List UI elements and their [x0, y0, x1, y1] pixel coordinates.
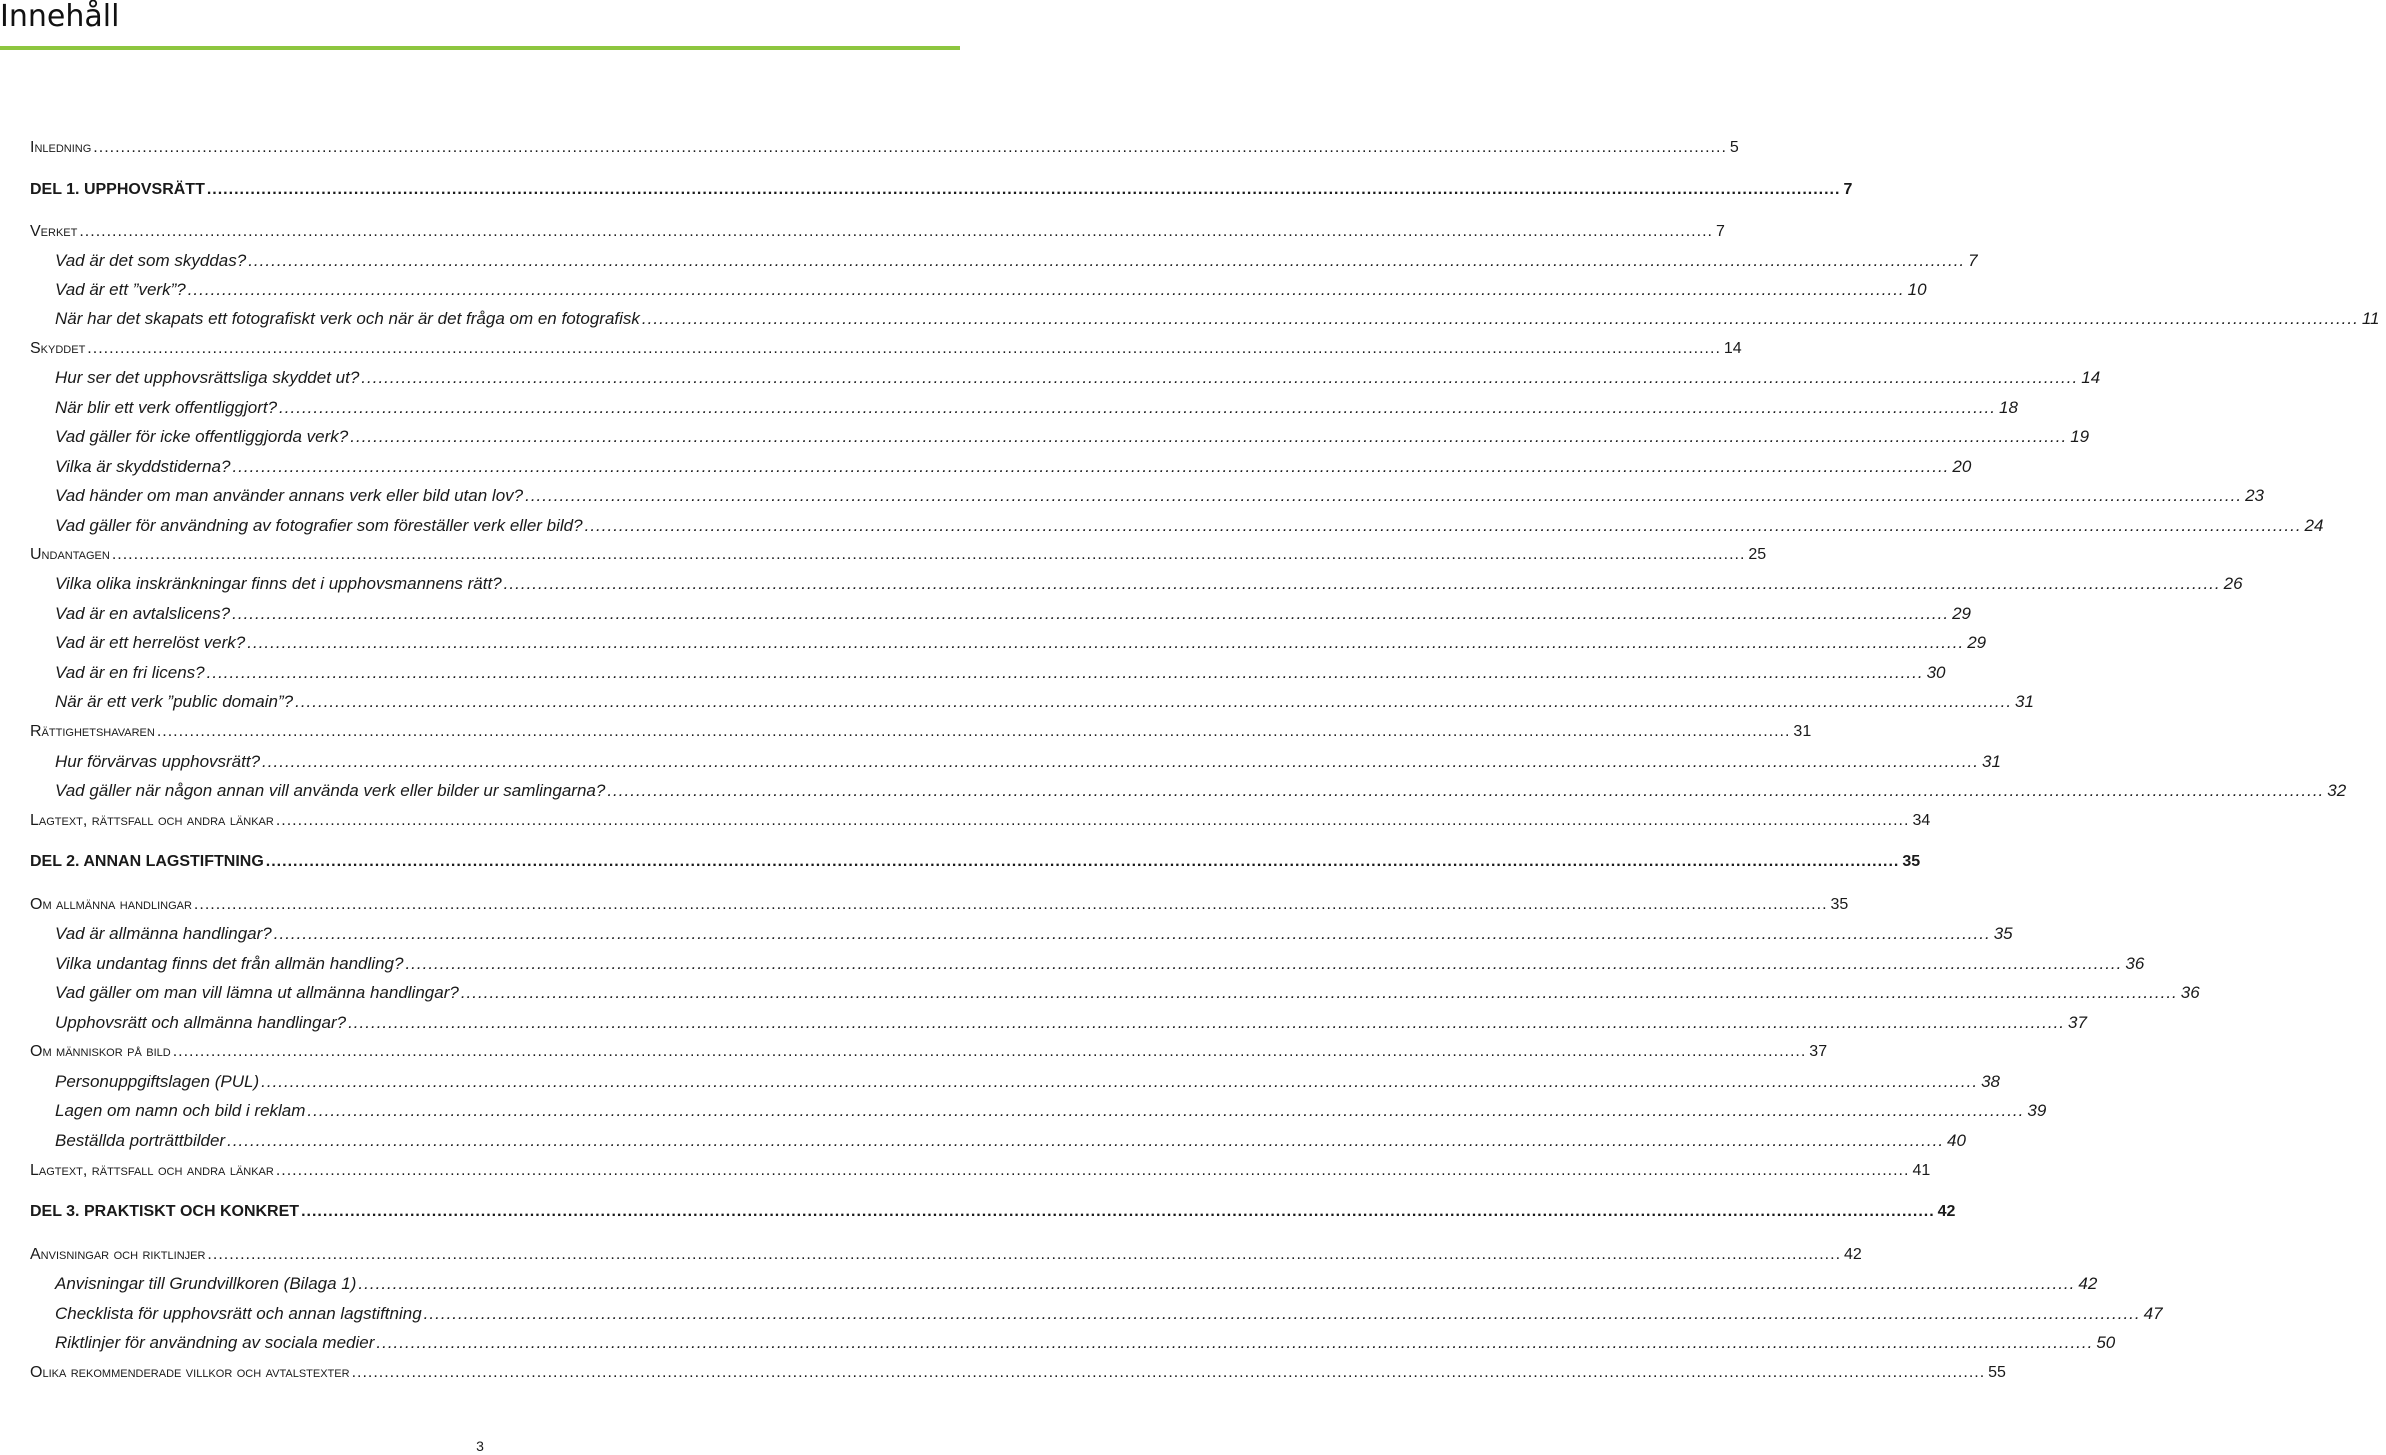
- toc-page-number: 20: [1952, 457, 1972, 476]
- toc-page-number: 5: [1729, 139, 1739, 156]
- toc-leader-dots: ............................................................................................................................................................................................................................................................................................................: [423, 1304, 2141, 1323]
- toc-leader-dots: ............................................................................................................................................................................................................................................................................................................: [460, 983, 2178, 1002]
- toc-page-number: 36: [2125, 954, 2145, 973]
- toc-subsection[interactable]: [0, 1070, 2000, 1094]
- toc-label: Om allmänna handlingar: [30, 896, 192, 913]
- toc-label: Personuppgiftslagen (PUL): [55, 1072, 260, 1091]
- toc-part[interactable]: [0, 850, 1921, 874]
- toc-section[interactable]: [0, 543, 1767, 567]
- toc-leader-dots: ............................................................................................................................................................................................................................................................................................................: [358, 1274, 2076, 1293]
- toc-label: Anvisningar och riktlinjer: [30, 1246, 206, 1263]
- toc-label: Vad är allmänna handlingar?: [55, 924, 272, 943]
- toc-label: Vad är ett herrelöst verk?: [55, 633, 246, 652]
- toc-leader-dots: ............................................................................................................................................................................................................................................................................................................: [87, 340, 1721, 357]
- toc-page-number: 25: [1748, 546, 1767, 563]
- toc-page-number: 50: [2096, 1333, 2116, 1352]
- toc-leader-dots: ............................................................................................................................................................................................................................................................................................................: [350, 427, 2068, 446]
- toc-page-number: 55: [1988, 1364, 2006, 1381]
- toc-label: Rättighetshavaren: [30, 723, 155, 740]
- toc-page-number: 7: [1843, 181, 1853, 198]
- toc-section[interactable]: [0, 1243, 1862, 1267]
- toc-page-number: 42: [1937, 1203, 1956, 1220]
- toc-label: Vad är en fri licens?: [55, 663, 205, 682]
- toc-label: DEL 2. ANNAN LAGSTIFTNING: [30, 853, 264, 870]
- toc-label: Lagtext, rättsfall och andra länkar: [30, 1162, 274, 1179]
- toc-section[interactable]: [0, 337, 1742, 361]
- toc-label: Vilka är skyddstiderna?: [55, 457, 231, 476]
- toc-page-number: 23: [2245, 486, 2264, 505]
- toc-subsection[interactable]: [0, 750, 2001, 774]
- toc-subsection[interactable]: [0, 981, 2200, 1005]
- toc-leader-dots: ............................................................................................................................................................................................................................................................................................................: [227, 1131, 1945, 1150]
- toc-leader-dots: ............................................................................................................................................................................................................................................................................................................: [187, 280, 1905, 299]
- toc-page-number: 14: [1723, 340, 1742, 357]
- toc-label: Vad gäller för icke offentliggjorda verk?: [55, 427, 349, 446]
- toc-subsection[interactable]: [0, 690, 2034, 714]
- toc-label: Beställda porträttbilder: [55, 1131, 226, 1150]
- toc-label: När blir ett verk offentliggjort?: [55, 398, 278, 417]
- toc-leader-dots: ............................................................................................................................................................................................................................................................................................................: [607, 781, 2325, 800]
- toc-page-number: 37: [1809, 1043, 1828, 1060]
- toc-page-number: 31: [1793, 723, 1812, 740]
- toc-label: DEL 1. UPPHOVSRÄTT: [30, 181, 205, 198]
- toc-leader-dots: ............................................................................................................................................................................................................................................................................................................: [405, 954, 2123, 973]
- toc-label: Vad är det som skyddas?: [55, 251, 247, 270]
- toc-leader-dots: ............................................................................................................................................................................................................................................................................................................: [156, 723, 1791, 740]
- toc-leader-dots: ............................................................................................................................................................................................................................................................................................................: [247, 633, 1965, 652]
- toc-label: Vad är ett ”verk”?: [55, 280, 186, 299]
- toc-label: Hur ser det upphovsrättsliga skyddet ut?: [55, 368, 360, 387]
- toc-page-number: 19: [2070, 427, 2090, 446]
- toc-section[interactable]: [0, 220, 1725, 244]
- toc-section[interactable]: [0, 1361, 2006, 1385]
- toc-page-number: 47: [2143, 1304, 2163, 1323]
- toc-label: Hur förvärvas upphovsrätt?: [55, 752, 261, 771]
- toc-subsection[interactable]: [0, 602, 1972, 626]
- toc-label: Riktlinjer för användning av sociala medier: [55, 1333, 375, 1352]
- toc-leader-dots: ............................................................................................................................................................................................................................................................................................................: [207, 1246, 1842, 1263]
- toc-subsection[interactable]: [0, 631, 1987, 655]
- toc-page-number: 10: [1907, 280, 1927, 299]
- toc-label: Anvisningar till Grundvillkoren (Bilaga 1): [55, 1274, 357, 1293]
- toc-leader-dots: ............................................................................................................................................................................................................................................................................................................: [376, 1333, 2094, 1352]
- toc-page-number: 38: [1981, 1072, 2000, 1091]
- toc-page-number: 11: [2361, 309, 2380, 328]
- toc-leader-dots: ............................................................................................................................................................................................................................................................................................................: [279, 398, 1996, 417]
- toc-page-number: 31: [1982, 752, 2001, 771]
- toc-subsection[interactable]: [0, 484, 2264, 508]
- toc-label: Checklista för upphovsrätt och annan lagstiftning: [55, 1304, 422, 1323]
- toc-label: När är ett verk ”public domain”?: [55, 692, 294, 711]
- toc-subsection[interactable]: [0, 278, 1927, 302]
- toc-label: Vilka undantag finns det från allmän handling?: [55, 954, 404, 973]
- toc-page-number: 29: [1967, 633, 1987, 652]
- toc-label: Vad gäller när någon annan vill använda verk eller bilder ur samlingarna?: [55, 781, 606, 800]
- toc-page-number: 35: [1993, 924, 2013, 943]
- toc-part[interactable]: [0, 1200, 1956, 1224]
- toc-label: Verket: [30, 223, 78, 240]
- toc-page-number: 32: [2327, 781, 2347, 800]
- toc-subsection[interactable]: [0, 1129, 1966, 1153]
- toc-label: Lagen om namn och bild i reklam: [55, 1101, 306, 1120]
- toc-page-number: 31: [2015, 692, 2034, 711]
- toc-subsection[interactable]: [0, 425, 2090, 449]
- toc-page-number: 14: [2081, 368, 2101, 387]
- toc-leader-dots: ............................................................................................................................................................................................................................................................................................................: [232, 604, 1950, 623]
- toc-section[interactable]: [0, 136, 1739, 160]
- toc-page-number: 7: [1715, 223, 1725, 240]
- toc-leader-dots: ............................................................................................................................................................................................................................................................................................................: [261, 1072, 1979, 1091]
- toc-leader-dots: ............................................................................................................................................................................................................................................................................................................: [262, 752, 1979, 771]
- toc-page-number: 18: [1999, 398, 2018, 417]
- toc-label: Lagtext, rättsfall och andra länkar: [30, 812, 274, 829]
- toc-subsection[interactable]: [0, 952, 2145, 976]
- toc-page-number: 41: [1912, 1162, 1931, 1179]
- toc-leader-dots: ............................................................................................................................................................................................................................................................................................................: [111, 546, 1746, 563]
- toc-label: Vad gäller för användning av fotografier som föreställer verk eller bild?: [55, 516, 583, 535]
- toc-page-number: 24: [2304, 516, 2324, 535]
- toc-page-number: 34: [1912, 812, 1931, 829]
- toc-leader-dots: ............................................................................................................................................................................................................................................................................................................: [275, 1162, 1910, 1179]
- toc-leader-dots: ............................................................................................................................................................................................................................................................................................................: [503, 574, 2221, 593]
- toc-section[interactable]: [0, 1040, 1828, 1064]
- toc-leader-dots: ............................................................................................................................................................................................................................................................................................................: [351, 1364, 1986, 1381]
- toc-section[interactable]: [0, 720, 1812, 744]
- toc-subsection[interactable]: [0, 1331, 2116, 1355]
- toc-subsection[interactable]: [0, 514, 2324, 538]
- toc-label: Om människor på bild: [30, 1043, 171, 1060]
- toc-label: Vad händer om man använder annans verk eller bild utan lov?: [55, 486, 524, 505]
- toc-section[interactable]: [0, 809, 1931, 833]
- toc-label: Vad är en avtalslicens?: [55, 604, 231, 623]
- toc-leader-dots: ............................................................................................................................................................................................................................................................................................................: [361, 368, 2079, 387]
- toc-page-number: 7: [1968, 251, 1978, 270]
- toc-page-number: 42: [2078, 1274, 2098, 1293]
- toc-subsection[interactable]: [0, 779, 2347, 803]
- toc-leader-dots: ............................................................................................................................................................................................................................................................................................................: [93, 139, 1727, 156]
- toc-part[interactable]: [0, 178, 1853, 202]
- toc-subsection[interactable]: [0, 307, 2380, 331]
- toc-leader-dots: ............................................................................................................................................................................................................................................................................................................: [273, 924, 1991, 943]
- toc-label: DEL 3. PRAKTISKT OCH KONKRET: [30, 1203, 300, 1220]
- toc-leader-dots: ............................................................................................................................................................................................................................................................................................................: [206, 181, 1841, 198]
- toc-page-number: 30: [1926, 663, 1946, 682]
- toc-subsection[interactable]: [0, 249, 1978, 273]
- toc-page-number: 29: [1952, 604, 1972, 623]
- toc-subsection[interactable]: [0, 1011, 2087, 1035]
- toc-page-number: 36: [2180, 983, 2200, 1002]
- toc-leader-dots: ............................................................................................................................................................................................................................................................................................................: [193, 896, 1828, 913]
- toc-label: Inledning: [30, 139, 92, 156]
- toc-leader-dots: ............................................................................................................................................................................................................................................................................................................: [348, 1013, 2066, 1032]
- toc-leader-dots: ............................................................................................................................................................................................................................................................................................................: [584, 516, 2302, 535]
- toc-leader-dots: ............................................................................................................................................................................................................................................................................................................: [79, 223, 1713, 240]
- page-title: Innehåll: [0, 0, 120, 34]
- toc-subsection[interactable]: [0, 1272, 2098, 1296]
- toc-label: Olika rekommenderade villkor och avtalstexter: [30, 1364, 350, 1381]
- toc-subsection[interactable]: [0, 1099, 2047, 1123]
- toc-label: Upphovsrätt och allmänna handlingar?: [55, 1013, 347, 1032]
- toc-leader-dots: ............................................................................................................................................................................................................................................................................................................: [295, 692, 2013, 711]
- toc-section[interactable]: [0, 1159, 1931, 1183]
- toc-leader-dots: ............................................................................................................................................................................................................................................................................................................: [275, 812, 1910, 829]
- toc-page-number: 40: [1947, 1131, 1966, 1150]
- toc-label: Skyddet: [30, 340, 86, 357]
- toc-page-number: 26: [2223, 574, 2243, 593]
- toc-leader-dots: ............................................................................................................................................................................................................................................................................................................: [206, 663, 1924, 682]
- toc-leader-dots: ............................................................................................................................................................................................................................................................................................................: [232, 457, 1950, 476]
- toc-subsection[interactable]: [0, 455, 1972, 479]
- toc-page-number: 37: [2068, 1013, 2087, 1032]
- toc-subsection[interactable]: [0, 396, 2018, 420]
- toc-page-number: 42: [1844, 1246, 1862, 1263]
- toc-leader-dots: ............................................................................................................................................................................................................................................................................................................: [307, 1101, 2025, 1120]
- toc-leader-dots: ............................................................................................................................................................................................................................................................................................................: [172, 1043, 1807, 1060]
- toc-page-number: 35: [1830, 896, 1849, 913]
- toc-page-number: 35: [1902, 853, 1921, 870]
- toc-subsection[interactable]: [0, 922, 2013, 946]
- toc-subsection[interactable]: [0, 1302, 2163, 1326]
- toc-subsection[interactable]: [0, 661, 1946, 685]
- toc-section[interactable]: [0, 893, 1849, 917]
- page-header: [0, 0, 960, 50]
- toc-page-number: 39: [2027, 1101, 2047, 1120]
- toc-leader-dots: ............................................................................................................................................................................................................................................................................................................: [641, 309, 2359, 328]
- toc-leader-dots: ............................................................................................................................................................................................................................................................................................................: [525, 486, 2243, 505]
- toc-leader-dots: ............................................................................................................................................................................................................................................................................................................: [265, 853, 1900, 870]
- page-number: 3: [476, 1438, 484, 1454]
- toc-subsection[interactable]: [0, 572, 2243, 596]
- toc-leader-dots: ............................................................................................................................................................................................................................................................................................................: [301, 1203, 1935, 1220]
- toc-label: Undantagen: [30, 546, 110, 563]
- toc-label: Vad gäller om man vill lämna ut allmänna handlingar?: [55, 983, 459, 1002]
- toc-label: När har det skapats ett fotografiskt verk och när är det fråga om en fotografisk: [55, 309, 640, 328]
- toc-leader-dots: ............................................................................................................................................................................................................................................................................................................: [248, 251, 1966, 270]
- toc-subsection[interactable]: [0, 366, 2101, 390]
- toc-label: Vilka olika inskränkningar finns det i upphovsmannens rätt?: [55, 574, 502, 593]
